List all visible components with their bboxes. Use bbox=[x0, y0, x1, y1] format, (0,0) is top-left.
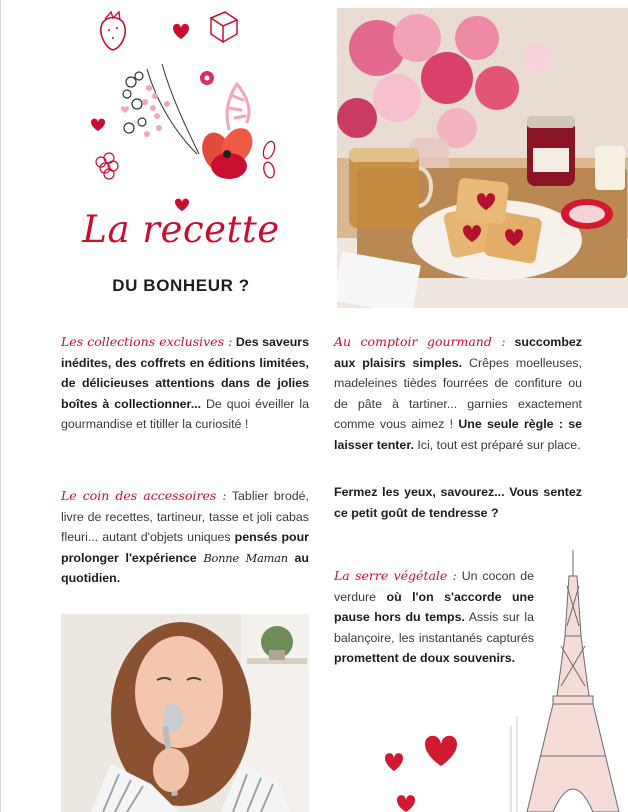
section-lead: Au comptoir gourmand : bbox=[334, 334, 506, 349]
strawberry-icon bbox=[101, 12, 125, 50]
heart-icon bbox=[121, 106, 129, 113]
section-bold-2: Une seule règle : se laisser tenter. bbox=[334, 417, 582, 452]
page-subtitle: DU BONHEUR ? bbox=[112, 276, 250, 295]
jam-jar-image bbox=[527, 116, 575, 186]
woman-spoon-photo bbox=[61, 614, 309, 812]
heart-icon bbox=[91, 119, 105, 131]
heart-icon bbox=[397, 795, 415, 812]
section-comptoir bbox=[334, 332, 582, 455]
section-bold: où l'on s'accorde une pause hors du temps. bbox=[334, 589, 534, 624]
section-bold-end: au quotidien. bbox=[61, 550, 309, 585]
section-bold: Des saveurs inédites, des coffrets en éditions limitées, de délicieuses attentions dans de jolies boîtes à collectionner... bbox=[61, 335, 309, 411]
section-collections bbox=[61, 332, 309, 435]
section-text: Tablier brodé, livre de recettes, tartineur, tasse et joli cabas fleuri... autant d'objets uniques bbox=[61, 489, 310, 544]
section-lead: Le coin des accessoires : bbox=[61, 488, 227, 503]
raspberry-icon bbox=[96, 153, 118, 179]
tea-jam-photo bbox=[337, 8, 628, 308]
section-text: De quoi éveiller la gourmandise et titiller la curiosité ! bbox=[61, 396, 309, 431]
section-bold: Fermez les yeux, savourez... Vous sentez ce petit goût de tendresse ? bbox=[334, 485, 582, 520]
section-text-2: Assis sur la balançoire, les instantanés capturés bbox=[334, 610, 534, 645]
section-bold: pensés pour prolonger l'expérience bbox=[61, 530, 309, 565]
brand-logo-text: Bonne Maman bbox=[203, 550, 288, 565]
page-title: La recette bbox=[82, 208, 280, 251]
section-text-2: Ici, tout est préparé sur place. bbox=[417, 437, 581, 452]
section-lead: La serre végétale : bbox=[334, 568, 457, 583]
sugar-cube-icon bbox=[211, 12, 237, 42]
tea-glass-image bbox=[349, 148, 431, 228]
section-text: Crêpes moelleuses, madeleines tièdes fourrées de confiture ou de pâte à tartiner... garnies exactement comme vous aimez ! bbox=[334, 355, 582, 431]
section-bold: succombez aux plaisirs simples. bbox=[334, 335, 582, 370]
section-bold-2: promettent de doux souvenirs. bbox=[334, 651, 516, 665]
heart-icon bbox=[173, 24, 189, 39]
heart-icon bbox=[425, 736, 457, 766]
hearts-decoration bbox=[371, 700, 521, 812]
section-lead: Les collections exclusives : bbox=[61, 334, 233, 349]
strawberry-flowers-illustration bbox=[87, 4, 277, 214]
section-accessoires bbox=[61, 486, 309, 589]
heart-icon bbox=[385, 753, 403, 771]
almond-icon bbox=[261, 140, 277, 179]
section-fermez bbox=[334, 482, 582, 523]
section-text: Un cocon de verdure bbox=[334, 569, 534, 604]
poppy-flower-icon bbox=[197, 123, 259, 179]
